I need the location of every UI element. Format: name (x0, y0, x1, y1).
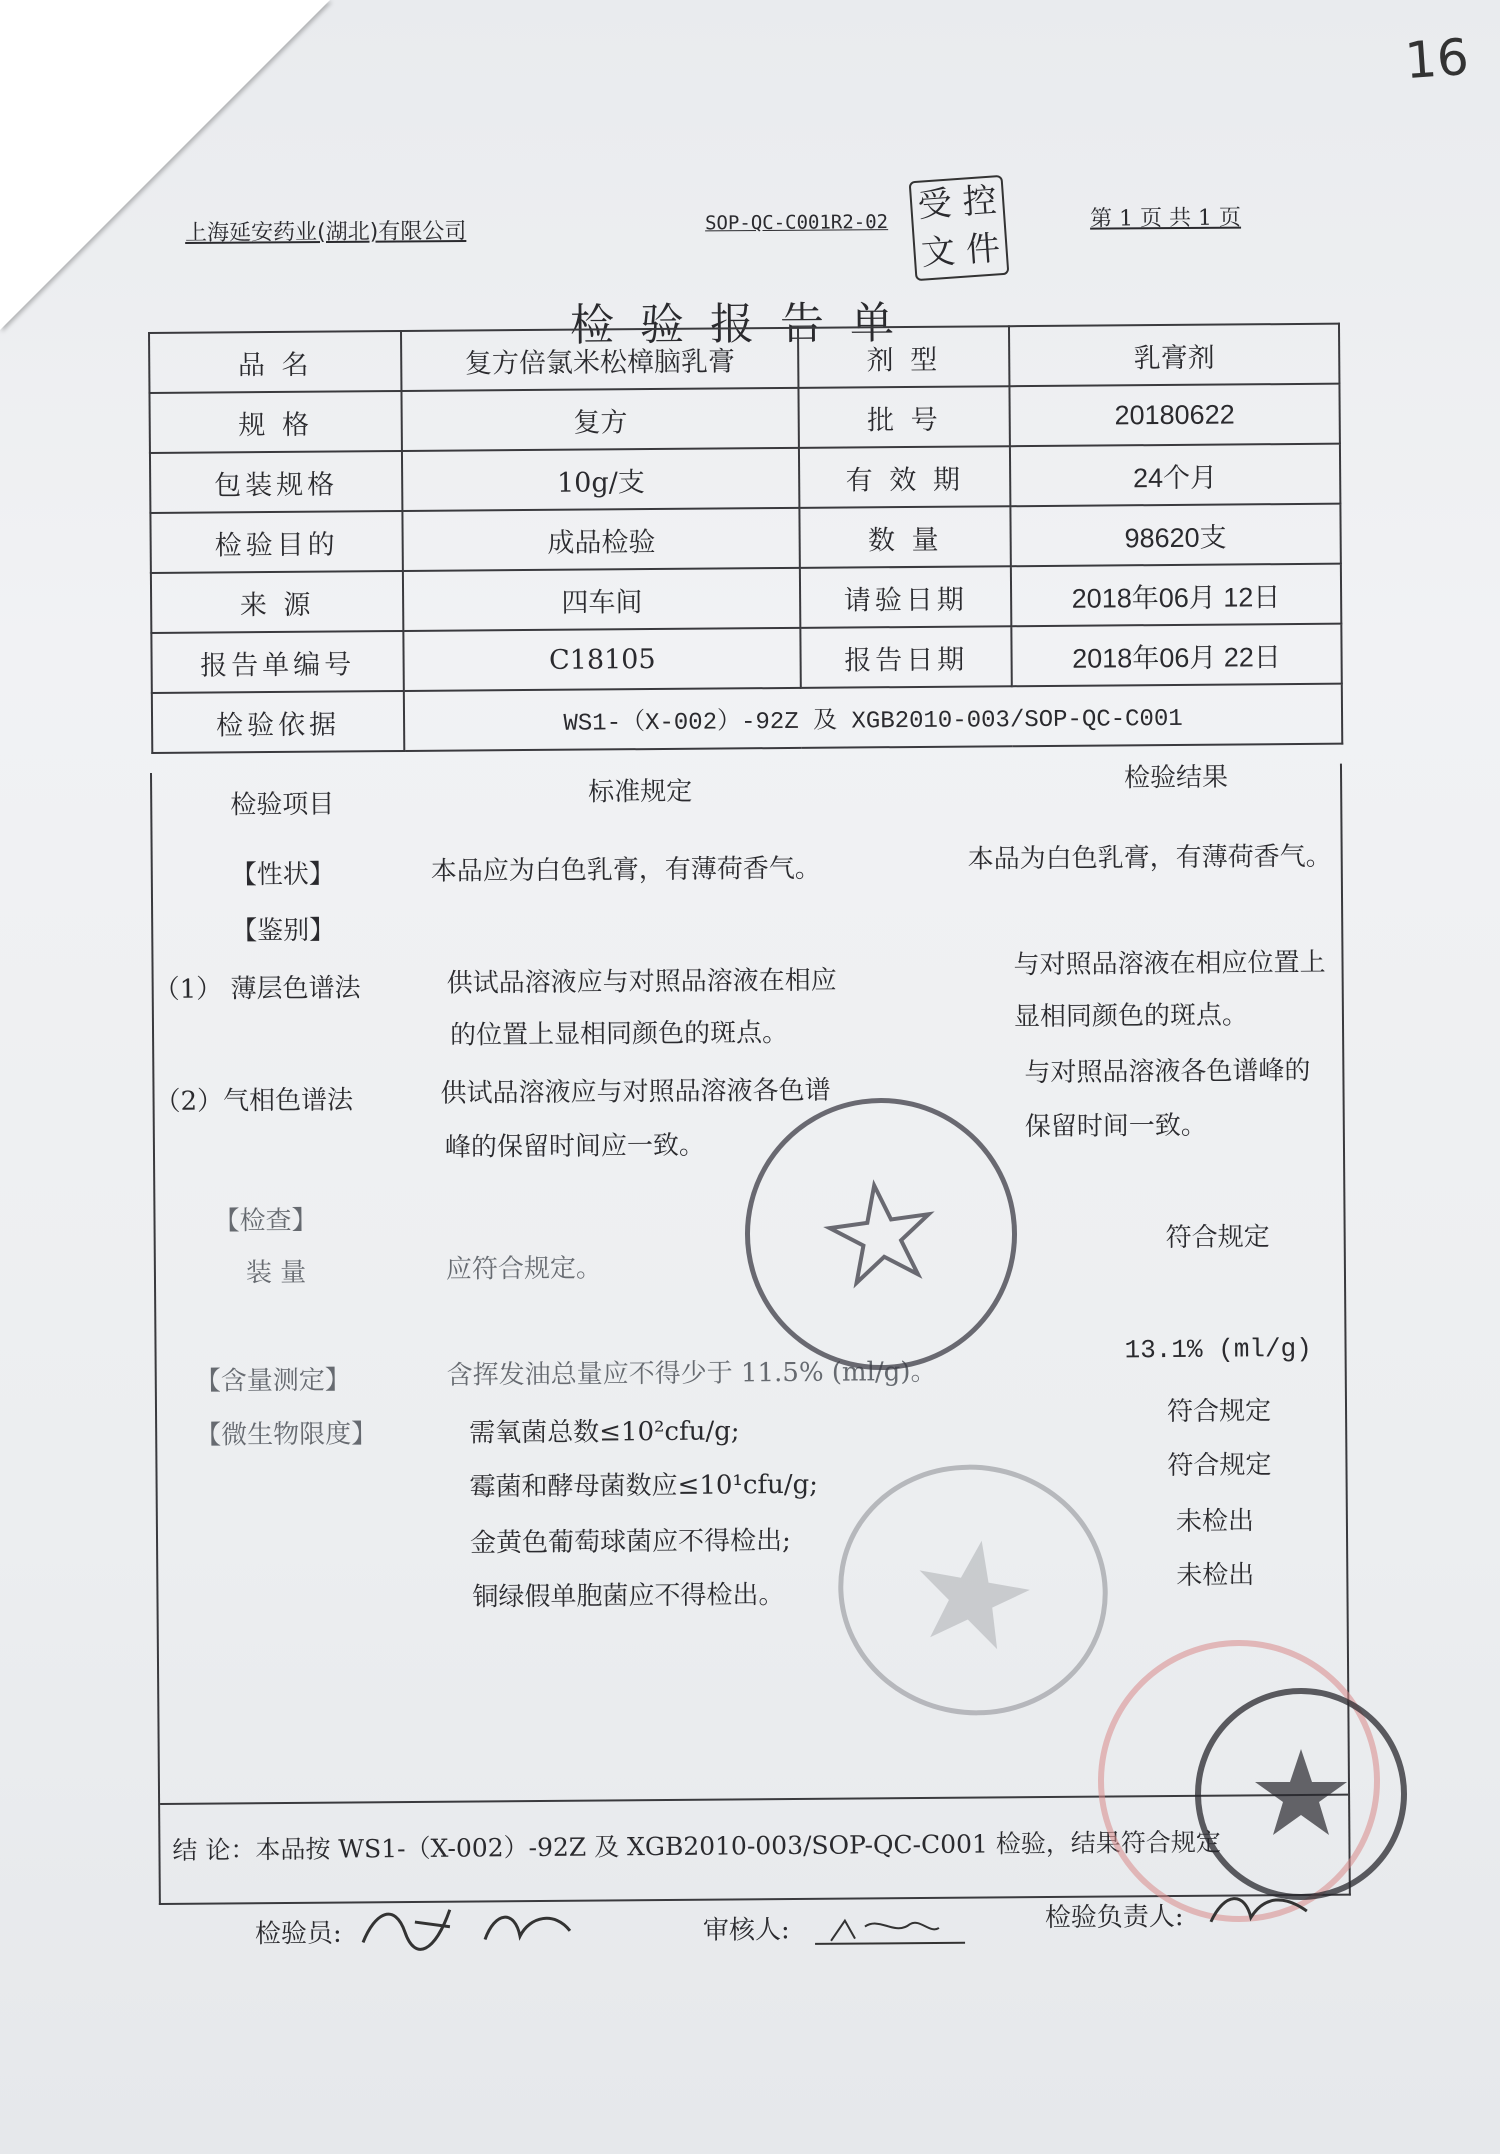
table-row: 来 源 四车间 请验日期 2018年06月 12日 (151, 564, 1341, 633)
microbial-standard-1: 需氧菌总数≤10²cfu/g; (469, 1416, 740, 1449)
star-icon (824, 1449, 1122, 1731)
info-table (148, 323, 1343, 754)
gc-standard-line2: 峰的保留时间应一致。 (444, 1130, 706, 1163)
column-header-result: 检验结果 (1123, 762, 1229, 794)
star-icon (733, 1086, 1029, 1382)
assay-result: 13.1% (ml/g) (1124, 1333, 1312, 1366)
gc-standard-line1: 供试品溶液应与对照品溶液各色谱 (440, 1075, 831, 1109)
table-row: 检验目的 成品检验 数 量 98620支 (150, 504, 1340, 573)
supervisor-signature (1205, 1881, 1315, 1942)
conclusion-text: 结 论：本品按 WS1-（X-002）-92Z 及 XGB2010-003/SOP-QC-C001 检验，结果符合规定 (172, 1827, 1221, 1865)
gc-label: （2）气相色谱法 (154, 1085, 354, 1117)
table-row: 包装规格 10g/支 有 效 期 24个月 (150, 444, 1340, 513)
microbial-result-3: 未检出 (1175, 1506, 1255, 1537)
character-result: 本品为白色乳膏，有薄荷香气。 (967, 841, 1332, 875)
fill-label: 装 量 (245, 1257, 307, 1289)
identification-heading: 【鉴别】 (231, 915, 336, 947)
column-header-item: 检验项目 (230, 789, 335, 821)
inspection-heading: 【检查】 (213, 1205, 318, 1237)
table-row: 品 名 复方倍氯米松樟脑乳膏 剂 型 乳膏剂 (149, 324, 1339, 393)
report-title: 检验报告单 (569, 297, 921, 352)
fill-standard: 应符合规定。 (445, 1253, 603, 1285)
column-header-standard: 标准规定 (588, 776, 693, 808)
microbial-result-2: 符合规定 (1167, 1450, 1272, 1482)
basis-row: 检验依据 WS1-（X-002）-92Z 及 XGB2010-003/SOP-QC-C001 (152, 684, 1342, 753)
microbial-result-1: 符合规定 (1166, 1396, 1272, 1428)
controlled-document-stamp: 受 控 文 件 (909, 175, 1010, 281)
tlc-standard-line1: 供试品溶液应与对照品溶液在相应 (446, 965, 837, 999)
tlc-result-line1: 与对照品溶液在相应位置上 (1013, 947, 1326, 981)
table-row: 报告单编号 C18105 报告日期 2018年06月 22日 (151, 624, 1341, 693)
folded-corner (0, 0, 330, 330)
reviewer-label: 审核人: (702, 1915, 790, 1946)
microbial-standard-4: 铜绿假单胞菌应不得检出。 (472, 1580, 785, 1613)
star-icon (1201, 1694, 1401, 1894)
document-code: SOP-QC-C001R2-02 (704, 211, 889, 235)
supervisor-label: 检验负责人: (1044, 1902, 1184, 1934)
tlc-label: （1） 薄层色谱法 (153, 973, 361, 1005)
gc-result-line1: 与对照品溶液各色谱峰的 (1024, 1055, 1311, 1089)
fill-result: 符合规定 (1165, 1222, 1270, 1254)
reviewer-signature (825, 1912, 945, 1953)
microbial-result-4: 未检出 (1176, 1560, 1255, 1591)
grey-company-seal (818, 1443, 1127, 1736)
character-heading: 【性状】 (230, 859, 335, 891)
round-company-seal (1195, 1688, 1407, 1900)
microbial-standard-3: 金黄色葡萄球菌应不得检出; (469, 1525, 791, 1559)
character-standard: 本品应为白色乳膏，有薄荷香气。 (430, 853, 821, 887)
tlc-standard-line2: 的位置上显相同颜色的斑点。 (449, 1017, 789, 1051)
table-row: 规 格 复方 批 号 20180622 (149, 384, 1339, 453)
company-name: 上海延安药业(湖北)有限公司 (185, 219, 467, 246)
tlc-result-line2: 显相同颜色的斑点。 (1013, 1000, 1249, 1033)
page-count: 第 1 页 共 1 页 (1089, 205, 1242, 232)
signature-row (255, 1891, 1356, 1980)
assay-standard: 含挥发油总量应不得少于 11.5% (ml/g)。 (446, 1356, 937, 1391)
inspector-signature (355, 1891, 586, 1963)
qc-inspection-seal (727, 1080, 1034, 1387)
assay-heading: 【含量测定】 (194, 1365, 351, 1397)
microbial-heading: 【微生物限度】 (195, 1419, 378, 1451)
microbial-standard-2: 霉菌和酵母菌数应≤10¹cfu/g; (469, 1469, 819, 1503)
handwritten-page-number: 16 (1403, 27, 1471, 91)
inspector-label: 检验员: (254, 1918, 342, 1950)
gc-result-line2: 保留时间一致。 (1024, 1110, 1207, 1143)
